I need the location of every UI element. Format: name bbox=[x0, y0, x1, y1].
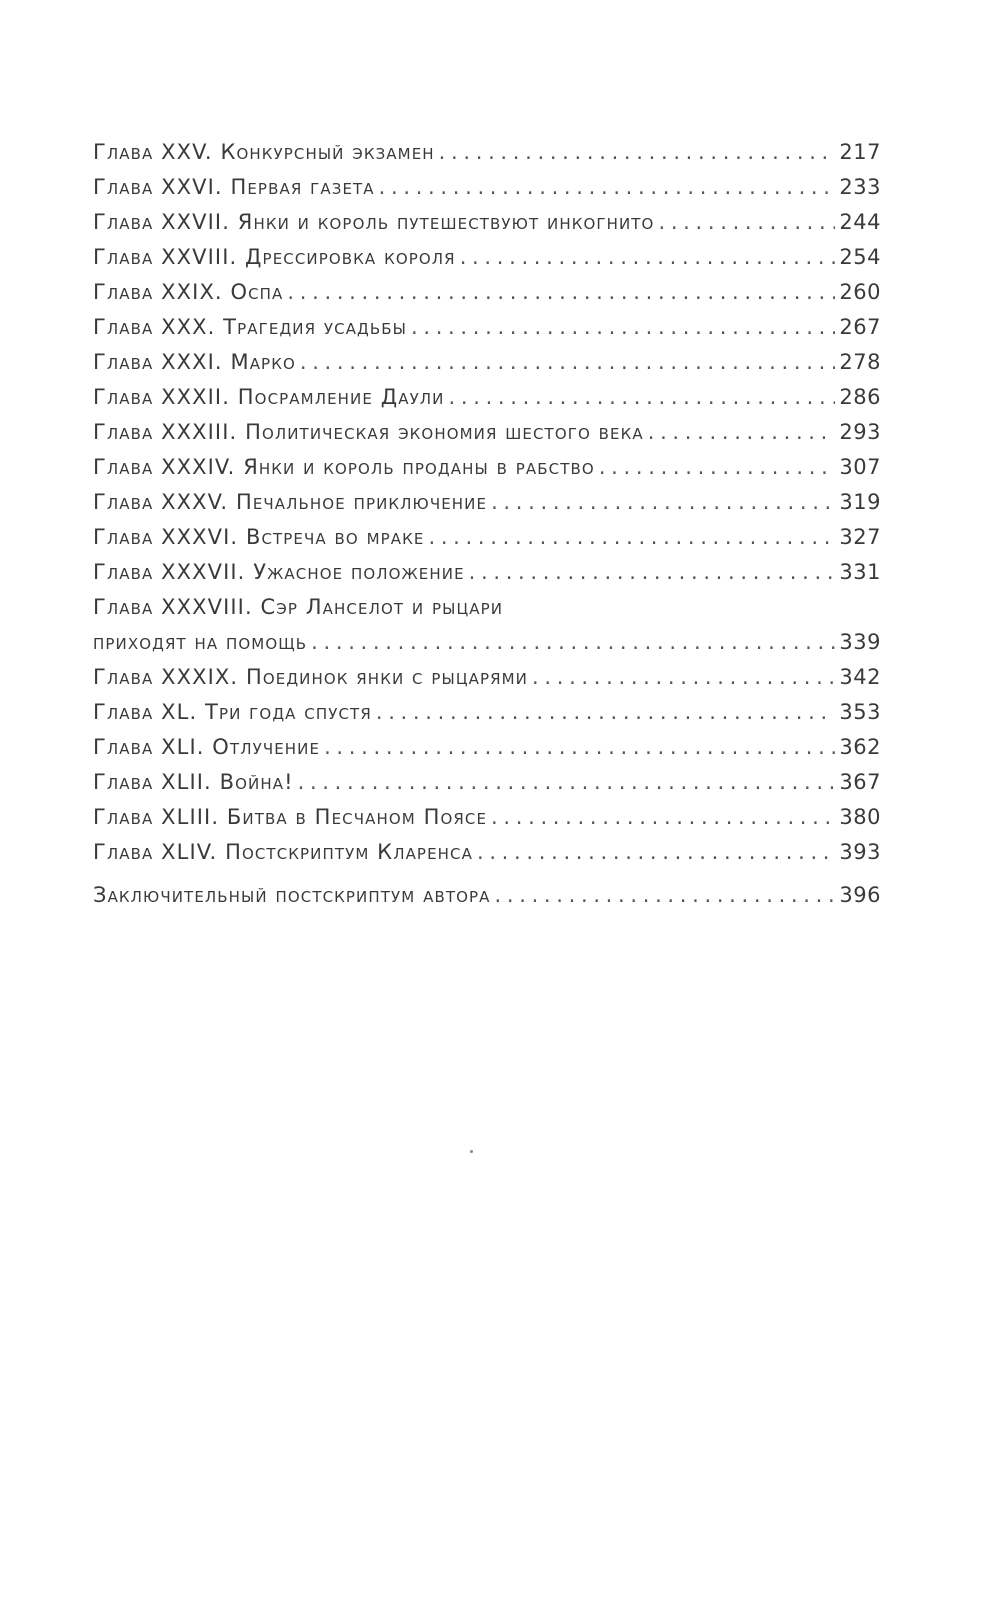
toc-entry-page: 244 bbox=[839, 210, 881, 234]
toc-entry[interactable] bbox=[93, 380, 881, 415]
toc-entry[interactable] bbox=[93, 345, 881, 380]
toc-entry[interactable] bbox=[93, 590, 881, 625]
toc-entry[interactable] bbox=[93, 310, 881, 345]
dot-leader bbox=[298, 765, 835, 800]
toc-entry-label: Глава XXXIX. Поединок янки с рыцарями bbox=[93, 665, 529, 689]
dot-leader bbox=[449, 380, 835, 415]
toc-entry-continuation[interactable] bbox=[93, 625, 881, 660]
toc-entry-label: Глава XXIX. Оспа bbox=[93, 280, 284, 304]
dot-leader bbox=[469, 555, 835, 590]
dot-leader bbox=[477, 835, 835, 870]
paper-speck bbox=[470, 1150, 473, 1153]
toc-entry-page: 319 bbox=[839, 490, 881, 514]
dot-leader bbox=[324, 730, 835, 765]
dot-leader bbox=[311, 625, 835, 660]
toc-entry-page: 217 bbox=[839, 140, 881, 164]
toc-entry-page: 286 bbox=[839, 385, 881, 409]
toc-entry-label: Глава XXV. Конкурсный экзамен bbox=[93, 140, 435, 164]
toc-entry[interactable] bbox=[93, 205, 881, 240]
toc-entry[interactable] bbox=[93, 485, 881, 520]
toc-entry[interactable] bbox=[93, 450, 881, 485]
toc-entry-page: 331 bbox=[839, 560, 881, 584]
dot-leader bbox=[300, 345, 835, 380]
toc-entry-label: Глава XXXVIII. Сэр Ланселот и рыцари bbox=[93, 595, 504, 619]
dot-leader bbox=[491, 800, 835, 835]
toc-entry[interactable] bbox=[93, 835, 881, 870]
dot-leader bbox=[491, 485, 835, 520]
toc-entry[interactable] bbox=[93, 170, 881, 205]
toc-entry-page: 307 bbox=[839, 455, 881, 479]
toc-entry[interactable] bbox=[93, 765, 881, 800]
toc-entry-label: Глава XXXV. Печальное приключение bbox=[93, 490, 488, 514]
toc-entry-page: 380 bbox=[839, 805, 881, 829]
toc-entry[interactable] bbox=[93, 275, 881, 310]
toc-entry[interactable] bbox=[93, 520, 881, 555]
dot-leader bbox=[495, 878, 835, 913]
toc-entry-label: Глава XLI. Отлучение bbox=[93, 735, 321, 759]
dot-leader bbox=[439, 135, 835, 170]
dot-leader bbox=[379, 170, 835, 205]
dot-leader bbox=[648, 415, 835, 450]
toc-entry-page: 342 bbox=[839, 665, 881, 689]
toc-entry-label: Глава XXXIII. Политическая экономия шестого века bbox=[93, 420, 644, 444]
toc-entry-label: Глава XLII. Война! bbox=[93, 770, 294, 794]
toc-entry-label: Глава XL. Три года спустя bbox=[93, 700, 372, 724]
toc-entry-page: 233 bbox=[839, 175, 881, 199]
dot-leader bbox=[428, 520, 835, 555]
toc-entry[interactable] bbox=[93, 660, 881, 695]
toc-entry-label: Глава XXVII. Янки и король путешествуют инкогнито bbox=[93, 210, 655, 234]
toc-entry[interactable] bbox=[93, 555, 881, 590]
toc-entry-page: 327 bbox=[839, 525, 881, 549]
toc-entry-label: Глава XXXVII. Ужасное положение bbox=[93, 560, 465, 584]
toc-entry[interactable] bbox=[93, 240, 881, 275]
toc-entry-label: Глава XXXVI. Встреча во мраке bbox=[93, 525, 425, 549]
toc-entry-page: 362 bbox=[839, 735, 881, 759]
dot-leader bbox=[599, 450, 835, 485]
dot-leader bbox=[658, 205, 835, 240]
toc-entry-page: 396 bbox=[839, 883, 881, 907]
dot-leader bbox=[460, 240, 835, 275]
toc-entry[interactable] bbox=[93, 695, 881, 730]
toc-entry-page: 367 bbox=[839, 770, 881, 794]
toc-entry-page: 278 bbox=[839, 350, 881, 374]
toc-entry-page: 254 bbox=[839, 245, 881, 269]
dot-leader bbox=[287, 275, 835, 310]
toc-entry-page: 339 bbox=[839, 630, 881, 654]
toc-entry-afterword[interactable] bbox=[93, 878, 881, 913]
table-of-contents bbox=[93, 135, 881, 913]
toc-entry-label: Глава XXXI. Марко bbox=[93, 350, 296, 374]
toc-entry-label: Глава XXX. Трагедия усадьбы bbox=[93, 315, 407, 339]
toc-entry[interactable] bbox=[93, 800, 881, 835]
toc-entry[interactable] bbox=[93, 135, 881, 170]
toc-entry-label-continued: приходят на помощь bbox=[93, 630, 308, 654]
toc-entry-label: Заключительный постскриптум автора bbox=[93, 883, 491, 907]
toc-entry-label: Глава XXXIV. Янки и король проданы в рабство bbox=[93, 455, 595, 479]
toc-entry[interactable] bbox=[93, 415, 881, 450]
toc-entry-label: Глава XXVI. Первая газета bbox=[93, 175, 375, 199]
toc-entry-label: Глава XLIII. Битва в Песчаном Поясе bbox=[93, 805, 488, 829]
dot-leader bbox=[411, 310, 835, 345]
dot-leader bbox=[376, 695, 835, 730]
toc-entry-page: 353 bbox=[839, 700, 881, 724]
toc-entry-page: 267 bbox=[839, 315, 881, 339]
toc-entry-page: 260 bbox=[839, 280, 881, 304]
toc-entry-label: Глава XXVIII. Дрессировка короля bbox=[93, 245, 456, 269]
toc-entry-label: Глава XLIV. Постскриптум Кларенса bbox=[93, 840, 473, 864]
toc-entry-page: 393 bbox=[839, 840, 881, 864]
dot-leader bbox=[532, 660, 835, 695]
toc-entry-page: 293 bbox=[839, 420, 881, 444]
toc-entry-label: Глава XXXII. Посрамление Даули bbox=[93, 385, 445, 409]
toc-entry[interactable] bbox=[93, 730, 881, 765]
